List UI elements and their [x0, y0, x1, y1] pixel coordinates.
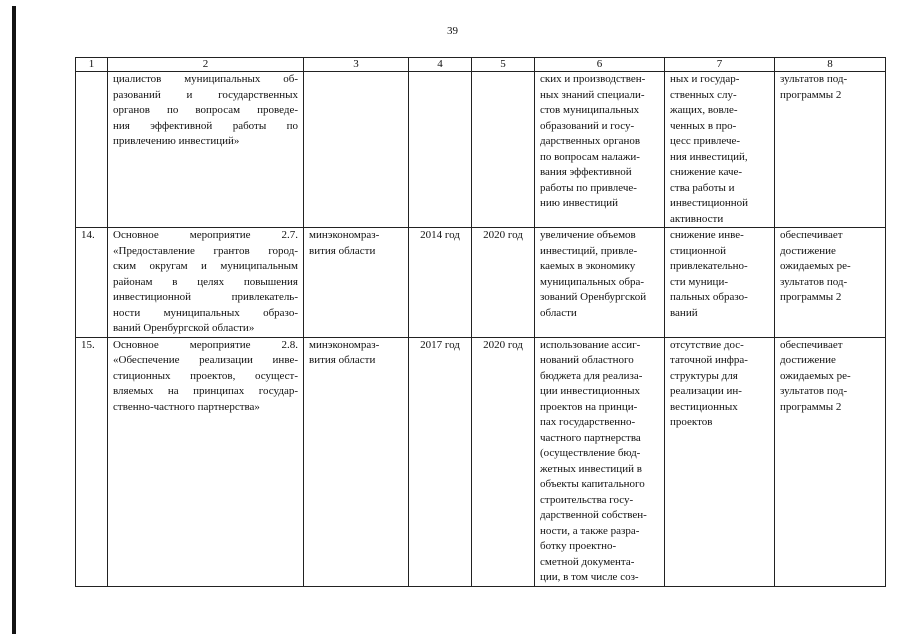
cell-text-line: частного партнерства: [540, 431, 641, 444]
cell-text-line: ченных в про-: [670, 119, 737, 132]
table-row: [76, 337, 886, 586]
cell-text-line: нию инвестиций: [540, 197, 619, 209]
cell-text-line: сти муници-: [670, 275, 728, 288]
cell-text-line: ваний Оренбургской области»: [113, 322, 255, 334]
row-number-cell: 15.: [76, 337, 108, 586]
cell-text-line: образований и госу-: [540, 119, 635, 132]
cell-text-line: программы 2: [780, 400, 842, 413]
cell-text-line: ности, а также разра-: [540, 524, 640, 537]
cell-text-line: (осуществление бюд-: [540, 447, 641, 459]
cell-text-line: органов по вопросам проведе-: [113, 104, 298, 116]
cell-text-line: жетных инвестиций в: [540, 462, 642, 475]
cell-text-line: вития области: [309, 244, 376, 257]
cell-text-line: муниципальных обра-: [540, 275, 645, 288]
cell-text-line: ния эффективной работы по: [113, 119, 298, 132]
expected-result-cell: [535, 337, 665, 586]
cell-text-line: ственных слу-: [670, 88, 737, 101]
table-row: [76, 228, 886, 338]
executor-cell: [304, 228, 409, 338]
cell-text-line: бюджета для реализа-: [540, 369, 643, 382]
cell-text-line: ственно-частного партнерства»: [113, 400, 260, 413]
cell-text-line: дарственной собствен-: [540, 509, 647, 521]
relation-cell: [775, 72, 886, 228]
cell-text-line: вития области: [309, 354, 376, 366]
row-number-cell: 14.: [76, 228, 108, 338]
cell-text-line: Основное мероприятие 2.7.: [113, 229, 298, 241]
cell-text-line: ции, в том числе соз-: [540, 571, 639, 583]
cell-text-line: стов муниципальных: [540, 104, 640, 116]
start-year-cell: [409, 72, 472, 228]
column-header: 6: [535, 58, 665, 72]
cell-text-line: вестиционных: [670, 400, 738, 413]
cell-text-line: объекты капитального: [540, 478, 645, 490]
cell-text-line: ции инвестиционных: [540, 385, 640, 397]
column-header: 4: [409, 58, 472, 72]
cell-text-line: вляемых на принципах государ-: [113, 385, 298, 397]
column-header: 7: [665, 58, 775, 72]
cell-text-line: ных знаний специали-: [540, 88, 645, 101]
cell-text-line: снижение инве-: [670, 229, 744, 241]
cell-text-line: привлечению инвестиций»: [113, 135, 240, 147]
cell-text-line: структуры для: [670, 369, 738, 382]
column-header: 8: [775, 58, 886, 72]
end-year-cell: [472, 72, 535, 228]
cell-text-line: зований Оренбургской: [540, 291, 647, 303]
cell-text-line: циалистов муниципальных об-: [113, 73, 298, 85]
cell-text-line: стиционных проектов, осущест-: [113, 369, 298, 382]
cell-text-line: ности муниципальных образо-: [113, 306, 298, 319]
cell-text-line: снижение каче-: [670, 166, 743, 178]
cell-text-line: обеспечивает: [780, 338, 843, 351]
cell-text-line: ожидаемых ре-: [780, 260, 851, 272]
cell-text-line: минэкономраз-: [309, 338, 380, 351]
cell-text-line: зультатов под-: [780, 385, 848, 397]
consequences-cell: [665, 72, 775, 228]
cell-text-line: зультатов под-: [780, 275, 848, 288]
cell-text-line: инвестиционной: [670, 197, 749, 209]
table-row: [76, 72, 886, 228]
executor-cell: [304, 337, 409, 586]
column-header: 1: [76, 58, 108, 72]
cell-text-line: ваний: [670, 306, 698, 319]
page-number: 39: [447, 25, 458, 37]
end-year-cell: 2020 год: [472, 337, 535, 586]
cell-text-line: работы по привлече-: [540, 181, 637, 194]
cell-text-line: каемых в экономику: [540, 260, 636, 272]
measure-description-cell: [108, 337, 304, 586]
cell-text-line: стиционной: [670, 244, 727, 257]
cell-text-line: минэкономраз-: [309, 229, 380, 241]
cell-text-line: «Предоставление грантов город-: [113, 244, 298, 257]
measure-description-cell: [108, 228, 304, 338]
cell-text-line: жащих, вовле-: [670, 104, 738, 116]
relation-cell: [775, 228, 886, 338]
cell-text-line: обеспечивает: [780, 229, 843, 241]
cell-text-line: инвестиционной привлекатель-: [113, 291, 298, 303]
cell-text-line: области: [540, 306, 577, 319]
cell-text-line: зультатов под-: [780, 73, 848, 85]
cell-text-line: Основное мероприятие 2.8.: [113, 338, 298, 351]
column-header: 2: [108, 58, 304, 72]
cell-text-line: программы 2: [780, 88, 842, 101]
cell-text-line: ских и производствен-: [540, 73, 646, 85]
measure-description-cell: [108, 72, 304, 228]
relation-cell: [775, 337, 886, 586]
cell-text-line: активности: [670, 212, 724, 225]
cell-text-line: программы 2: [780, 291, 842, 303]
measures-table: [75, 57, 886, 587]
cell-text-line: ожидаемых ре-: [780, 369, 851, 382]
consequences-cell: [665, 228, 775, 338]
expected-result-cell: [535, 228, 665, 338]
cell-text-line: сметной документа-: [540, 555, 635, 568]
cell-text-line: ния инвестиций,: [670, 150, 748, 163]
expected-result-cell: [535, 72, 665, 228]
column-header: 3: [304, 58, 409, 72]
cell-text-line: «Обеспечение реализации инве-: [113, 354, 298, 366]
cell-text-line: ским округам и муниципальным: [113, 260, 298, 272]
cell-text-line: цесс привлече-: [670, 135, 741, 147]
end-year-cell: 2020 год: [472, 228, 535, 338]
cell-text-line: использование ассиг-: [540, 338, 641, 351]
cell-text-line: ботку проектно-: [540, 540, 617, 552]
cell-text-line: районам в целях повышения: [113, 275, 298, 288]
cell-text-line: пах государственно-: [540, 416, 636, 428]
cell-text-line: проектов на принци-: [540, 400, 638, 413]
cell-text-line: ства работы и: [670, 181, 735, 194]
cell-text-line: таточной инфра-: [670, 354, 748, 366]
cell-text-line: вания эффективной: [540, 166, 632, 178]
cell-text-line: отсутствие дос-: [670, 338, 744, 351]
table-header-row: [76, 58, 886, 72]
cell-text-line: достижение: [780, 354, 836, 366]
cell-text-line: пальных образо-: [670, 291, 748, 303]
cell-text-line: проектов: [670, 416, 713, 428]
cell-text-line: дарственных органов: [540, 135, 641, 147]
page-binding-edge: [12, 6, 16, 634]
column-header: 5: [472, 58, 535, 72]
row-number-cell: [76, 72, 108, 228]
start-year-cell: 2014 год: [409, 228, 472, 338]
cell-text-line: по вопросам налажи-: [540, 150, 640, 163]
cell-text-line: достижение: [780, 244, 836, 257]
cell-text-line: привлекательно-: [670, 260, 748, 272]
cell-text-line: ных и государ-: [670, 73, 740, 85]
cell-text-line: разований и государственных: [113, 88, 298, 101]
start-year-cell: 2017 год: [409, 337, 472, 586]
cell-text-line: строительства госу-: [540, 493, 634, 506]
consequences-cell: [665, 337, 775, 586]
cell-text-line: нований областного: [540, 354, 634, 366]
cell-text-line: увеличение объемов: [540, 229, 636, 241]
cell-text-line: инвестиций, привле-: [540, 244, 638, 257]
cell-text-line: реализации ин-: [670, 385, 742, 397]
executor-cell: [304, 72, 409, 228]
